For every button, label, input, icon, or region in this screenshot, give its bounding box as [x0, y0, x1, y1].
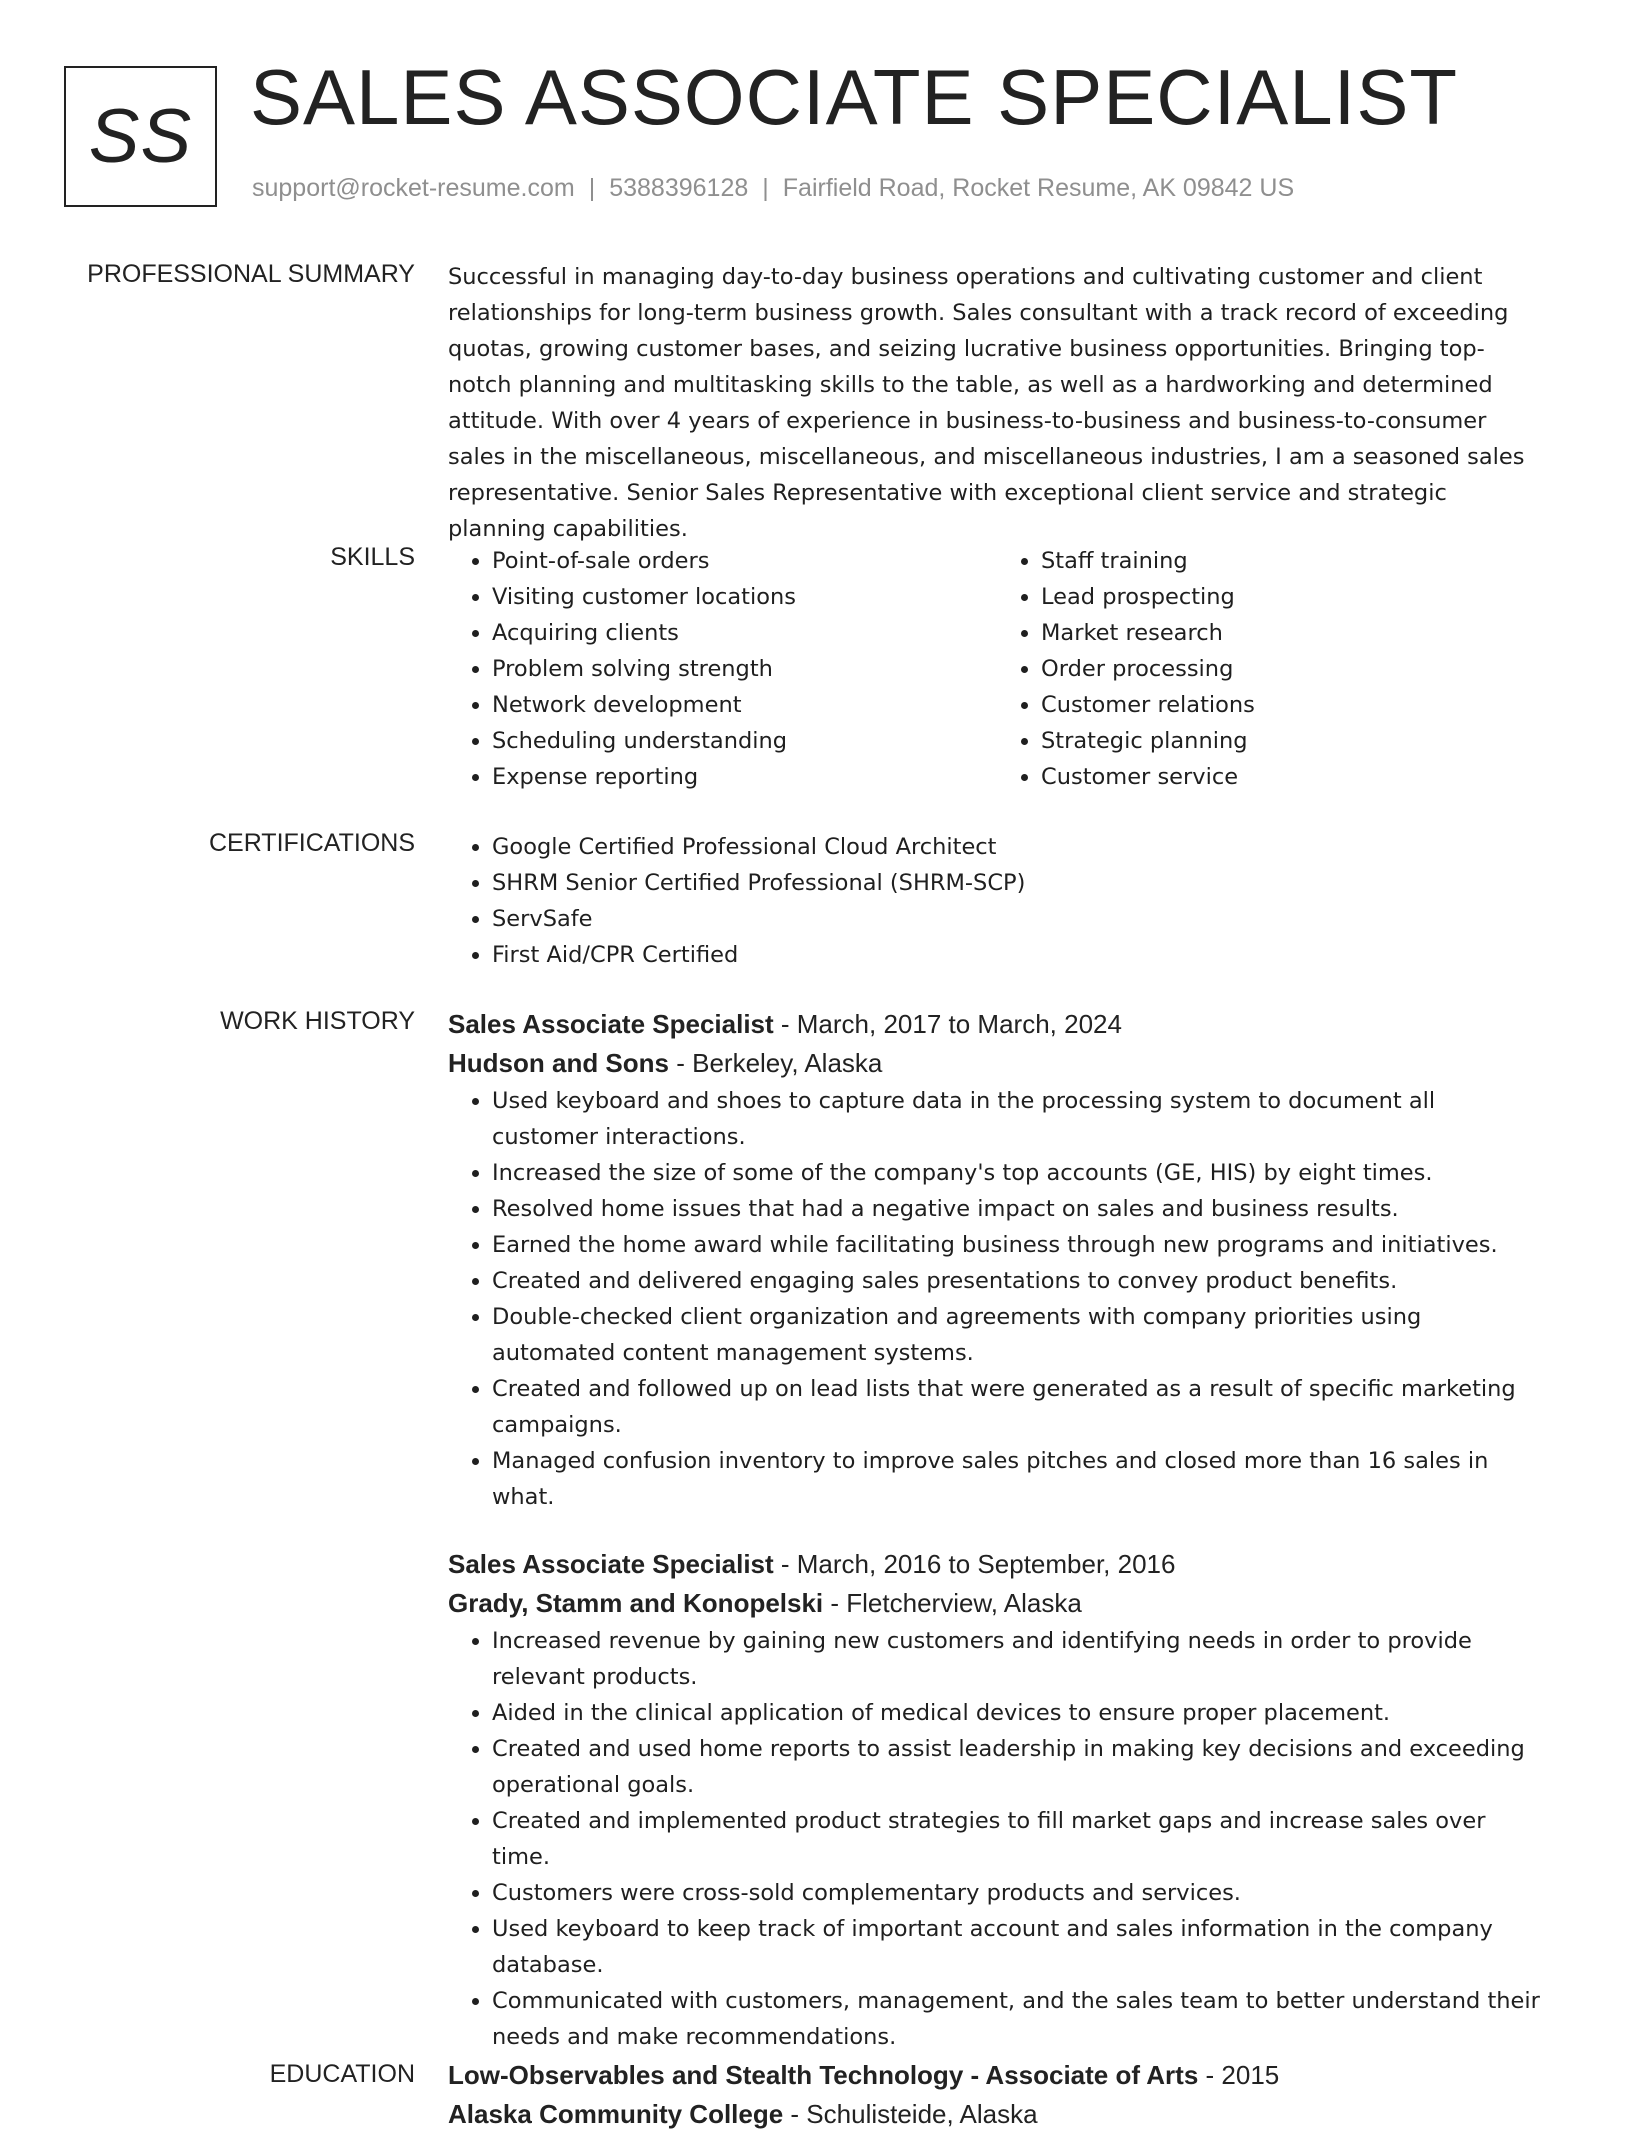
- job-duty: • Increased revenue by gaining new customers and identifying needs in order to provide relevant products.: [492, 1623, 1546, 1695]
- section-label-skills: SKILLS: [330, 543, 415, 571]
- job-entry: [448, 1545, 1546, 2055]
- skill-item: • Visiting customer locations: [492, 579, 997, 615]
- education-section: [448, 2056, 1546, 2134]
- certification-item: • Google Certified Professional Cloud Architect: [492, 829, 1546, 865]
- job-dates: - March, 2017 to March, 2024: [773, 1009, 1122, 1039]
- job-duty: • Created and used home reports to assist leadership in making key decisions and exceeding operational goals.: [492, 1731, 1546, 1803]
- job-duty: • Managed confusion inventory to improve sales pitches and closed more than 16 sales in what.: [492, 1443, 1546, 1515]
- job-duty: • Used keyboard to keep track of important account and sales information in the company database.: [492, 1911, 1546, 1983]
- skill-item: • Customer service: [1041, 759, 1546, 795]
- certifications-list: [448, 829, 1546, 973]
- skill-item: • Expense reporting: [492, 759, 997, 795]
- work-history-section: [448, 1005, 1546, 2085]
- certification-item: • SHRM Senior Certified Professional (SHRM-SCP): [492, 865, 1546, 901]
- job-duty: • Created and followed up on lead lists that were generated as a result of specific marketing campaigns.: [492, 1371, 1546, 1443]
- job-title: Sales Associate Specialist: [448, 1009, 774, 1039]
- job-company: Grady, Stamm and Konopelski: [448, 1588, 824, 1618]
- education-location: - Schulisteide, Alaska: [783, 2099, 1038, 2129]
- resume-title: SALES ASSOCIATE SPECIALIST: [250, 53, 1458, 141]
- job-duty: • Customers were cross-sold complementary products and services.: [492, 1875, 1546, 1911]
- job-duty: • Created and delivered engaging sales presentations to convey product benefits.: [492, 1263, 1546, 1299]
- certifications-section: [448, 829, 1546, 973]
- job-duty: • Resolved home issues that had a negative impact on sales and business results.: [492, 1191, 1546, 1227]
- job-location: - Berkeley, Alaska: [669, 1048, 883, 1078]
- skill-item: • Network development: [492, 687, 997, 723]
- section-label-summary: PROFESSIONAL SUMMARY: [87, 260, 415, 288]
- job-entry: [448, 1005, 1546, 1515]
- job-company-line: [448, 1044, 1546, 1083]
- job-location: - Fletcherview, Alaska: [823, 1588, 1082, 1618]
- job-duty: • Double-checked client organization and agreements with company priorities using automated content management systems.: [492, 1299, 1546, 1371]
- education-school: Alaska Community College: [448, 2099, 784, 2129]
- job-dates: - March, 2016 to September, 2016: [773, 1549, 1176, 1579]
- education-school-line: [448, 2095, 1546, 2134]
- job-duty: • Earned the home award while facilitating business through new programs and initiatives.: [492, 1227, 1546, 1263]
- skills-list-left: [448, 543, 997, 795]
- skill-item: • Lead prospecting: [1041, 579, 1546, 615]
- education-degree: Low-Observables and Stealth Technology - Associate of Arts: [448, 2060, 1199, 2090]
- contact-email: support@rocket-resume.com: [252, 174, 575, 202]
- skill-item: • Order processing: [1041, 651, 1546, 687]
- job-company: Hudson and Sons: [448, 1048, 669, 1078]
- job-title-line: [448, 1545, 1546, 1584]
- skill-item: • Strategic planning: [1041, 723, 1546, 759]
- skill-item: • Market research: [1041, 615, 1546, 651]
- education-degree-line: [448, 2056, 1546, 2095]
- section-label-work-history: WORK HISTORY: [220, 1007, 415, 1035]
- job-title-line: [448, 1005, 1546, 1044]
- skill-item: • Customer relations: [1041, 687, 1546, 723]
- job-duties-list: [448, 1083, 1546, 1515]
- skills-section: [448, 543, 1546, 795]
- job-company-line: [448, 1584, 1546, 1623]
- job-duty: • Used keyboard and shoes to capture data in the processing system to document all customer interactions.: [492, 1083, 1546, 1155]
- skill-item: • Staff training: [1041, 543, 1546, 579]
- contact-line: [252, 174, 1294, 203]
- job-duty: • Communicated with customers, management, and the sales team to better understand their needs and make recommendations.: [492, 1983, 1546, 2055]
- summary-text: Successful in managing day-to-day business operations and cultivating customer and client relationships for long-term business growth. Sales consultant with a track record of exceeding quotas, growing customer bases, and seizing lucrative business opportunities. Bringing top-notch planning and multitasking skills to the table, as well as a hardworking and determined attitude. With over 4 years of experience in business-to-business and business-to-consumer sales in the miscellaneous, miscellaneous, and miscellaneous industries, I am a seasoned sales representative. Senior Sales Representative with exceptional client service and strategic planning capabilities.: [448, 264, 1525, 542]
- contact-separator: |: [588, 174, 596, 202]
- contact-address: Fairfield Road, Rocket Resume, AK 09842 US: [782, 174, 1295, 202]
- job-duty: • Created and implemented product strategies to fill market gaps and increase sales over time.: [492, 1803, 1546, 1875]
- monogram-box: SS: [64, 66, 217, 207]
- job-duties-list: [448, 1623, 1546, 2055]
- contact-phone: 5388396128: [609, 174, 749, 202]
- skill-item: • Problem solving strength: [492, 651, 997, 687]
- skills-list-right: [997, 543, 1546, 795]
- job-title: Sales Associate Specialist: [448, 1549, 774, 1579]
- section-label-certifications: CERTIFICATIONS: [208, 829, 415, 857]
- contact-separator: |: [762, 174, 769, 202]
- job-duty: • Increased the size of some of the company's top accounts (GE, HIS) by eight times.: [492, 1155, 1546, 1191]
- summary-section: [448, 259, 1546, 547]
- certification-item: • ServSafe: [492, 901, 1546, 937]
- skill-item: • Acquiring clients: [492, 615, 997, 651]
- skill-item: • Scheduling understanding: [492, 723, 997, 759]
- job-duty: • Aided in the clinical application of medical devices to ensure proper placement.: [492, 1695, 1546, 1731]
- education-year: - 2015: [1198, 2060, 1280, 2090]
- section-label-education: EDUCATION: [269, 2060, 415, 2088]
- certification-item: • First Aid/CPR Certified: [492, 937, 1546, 973]
- skill-item: • Point-of-sale orders: [492, 543, 997, 579]
